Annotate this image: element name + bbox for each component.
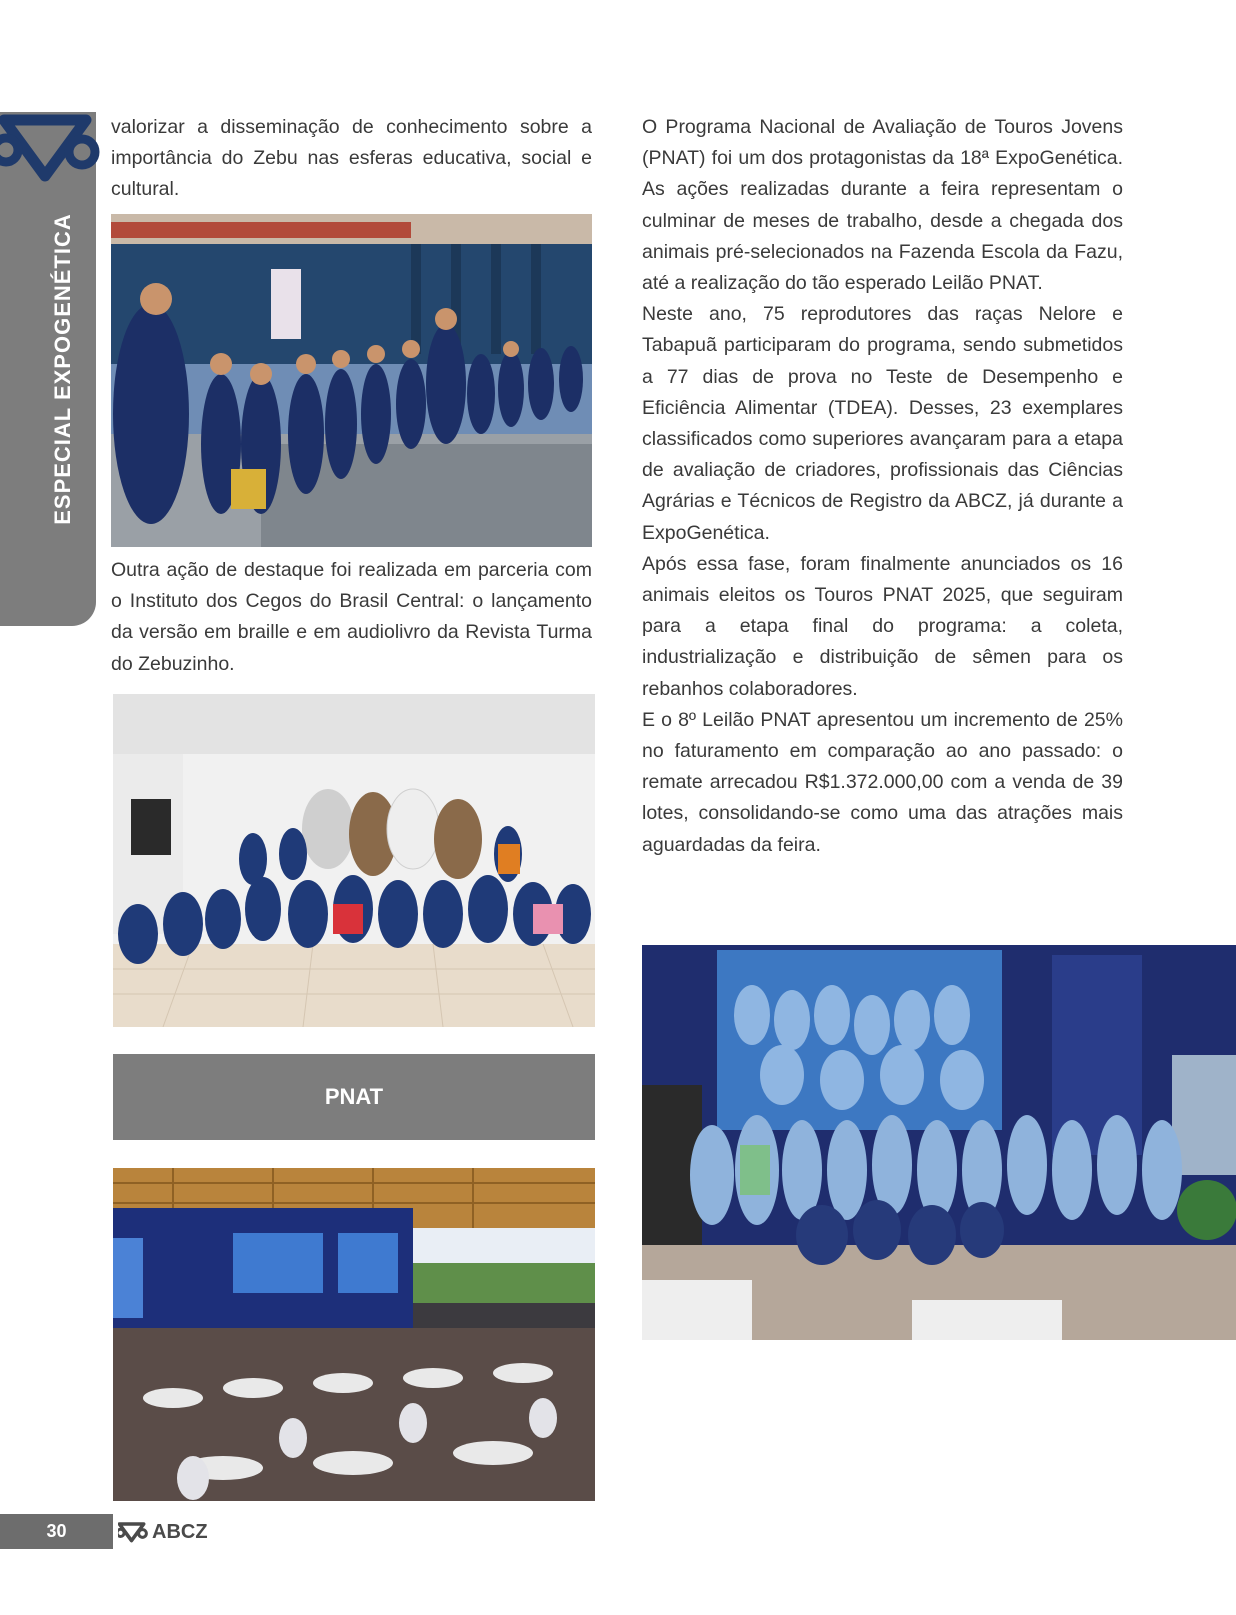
pnat-paragraph-1: O Programa Nacional de Avaliação de Touros Jovens (PNAT) foi um dos protagonistas da 18ª ExpoGenética. As ações realizadas durante a feira representam o culminar de meses de trabalho, desde a chegada dos animais pré-selecionados na Fazenda Escola da Fazu, até a realização do tão esperado Leilão PNAT.	[642, 116, 1123, 295]
pnat-section-heading: PNAT	[113, 1054, 595, 1140]
abcz-footer-logo-icon	[118, 1521, 148, 1543]
section-side-label: ESPECIAL EXPOGENÉTICA	[50, 213, 75, 525]
footer-brand-name: ABCZ	[152, 1520, 208, 1543]
photo-pnat-celebration	[642, 945, 1236, 1340]
pnat-article-text	[642, 112, 1123, 861]
partnership-paragraph: Outra ação de destaque foi realizada em parceria com o Instituto dos Cegos do Brasil Central: o lançamento da versão em braille e em audiolivro da Revista Turma do Zebuzinho.	[111, 559, 592, 675]
pnat-paragraph-2: Neste ano, 75 reprodutores das raças Nelore e Tabapuã participaram do programa, sendo submetidos a 77 dias de prova no Teste de Desempenho e Eficiência Alimentar (TDEA). Desses, 23 exemplares classificados como superiores avançaram para a etapa de avaliação de criadores, profissionais das Ciências Agrárias e Técnicos de Registro da ABCZ, já durante a ExpoGenética.	[642, 303, 1123, 544]
footer-brand	[118, 1518, 208, 1546]
photo-auction-hall	[113, 1168, 595, 1501]
page-number: 30	[0, 1514, 113, 1549]
intro-paragraph: valorizar a disseminação de conhecimento sobre a importância do Zebu nas esferas educativa, social e cultural.	[111, 116, 592, 201]
abcz-logo-mark-icon	[0, 110, 100, 184]
pnat-paragraph-3: Após essa fase, foram finalmente anunciados os 16 animais eleitos os Touros PNAT 2025, que seguiram para a etapa final do programa: a coleta, industrialização e distribuição de sêmen para os rebanhos colaboradores.	[642, 552, 1123, 700]
photo-children-walking	[111, 214, 592, 547]
pnat-paragraph-4: E o 8º Leilão PNAT apresentou um incremento de 25% no faturamento em comparação ao ano passado: o remate arrecadou R$1.372.000,00 com a venda de 39 lotes, consolidando-se como uma das atrações mais aguardadas da feira.	[642, 708, 1123, 856]
photo-group-mascots	[113, 694, 595, 1027]
